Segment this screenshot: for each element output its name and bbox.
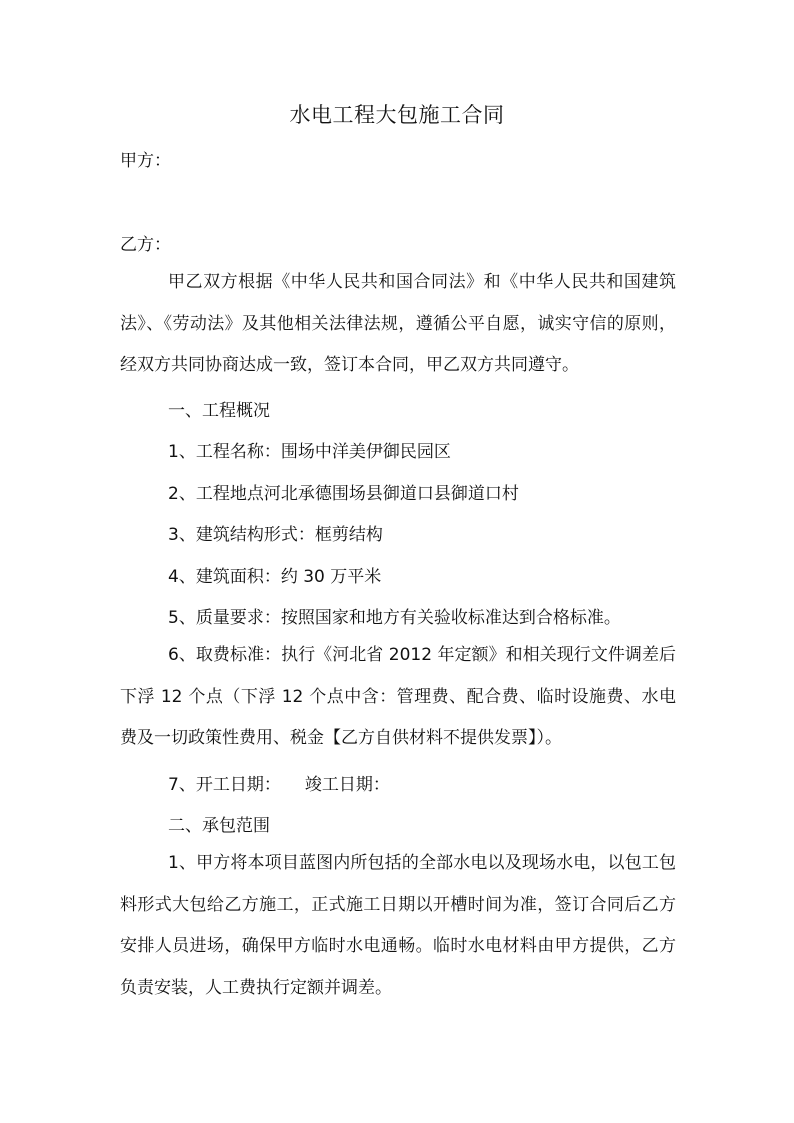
scope-paragraph: 1、甲方将本项目蓝图内所包括的全部水电以及现场水电，以包工包料形式大包给乙方施工，正式施工日期以开槽时间为准，签订合同后乙方安排人员进场，确保甲方临时水电通畅。临时水电材料由甲方提供，乙方负责安装，人工费执行定额并调差。 [120,853,676,998]
intro-paragraph: 甲乙双方根据《中华人民共和国合同法》和《中华人民共和国建筑法》、《劳动法》及其他相关法律法规，遵循公平自愿，诚实守信的原则，经双方共同协商达成一致，签订本合同，甲乙双方共同遵守。 [120,272,676,375]
item-structure-type: 3、建筑结构形式：框剪结构 [168,525,383,545]
section-1-heading: 一、工程概况 [168,401,270,421]
end-date-label: 竣工日期： [304,775,390,795]
document-title: 水电工程大包施工合同 [289,103,505,127]
item-building-area: 4、建筑面积：约 30 万平米 [168,567,382,587]
item-project-location: 2、工程地点河北承德围场县御道口县御道口村 [168,484,519,504]
party-a-label: 甲方： [120,151,171,171]
item-quality-requirement: 5、质量要求：按照国家和地方有关验收标准达到合格标准。 [168,608,621,628]
party-b-label: 乙方： [120,235,171,255]
fee-standard-paragraph: 6、取费标准：执行《河北省 2012 年定额》和相关现行文件调差后下浮 12 个点（下浮 12 个点中含：管理费、配合费、临时设施费、水电费及一切政策性费用、税金【乙方自供材料不提供发票】）。 [120,645,676,748]
section-2-heading: 二、承包范围 [168,816,270,836]
item-project-name: 1、工程名称：围场中洋美伊御民园区 [168,442,451,462]
start-date-label: 7、开工日期： [168,775,281,795]
item-dates [168,772,390,798]
